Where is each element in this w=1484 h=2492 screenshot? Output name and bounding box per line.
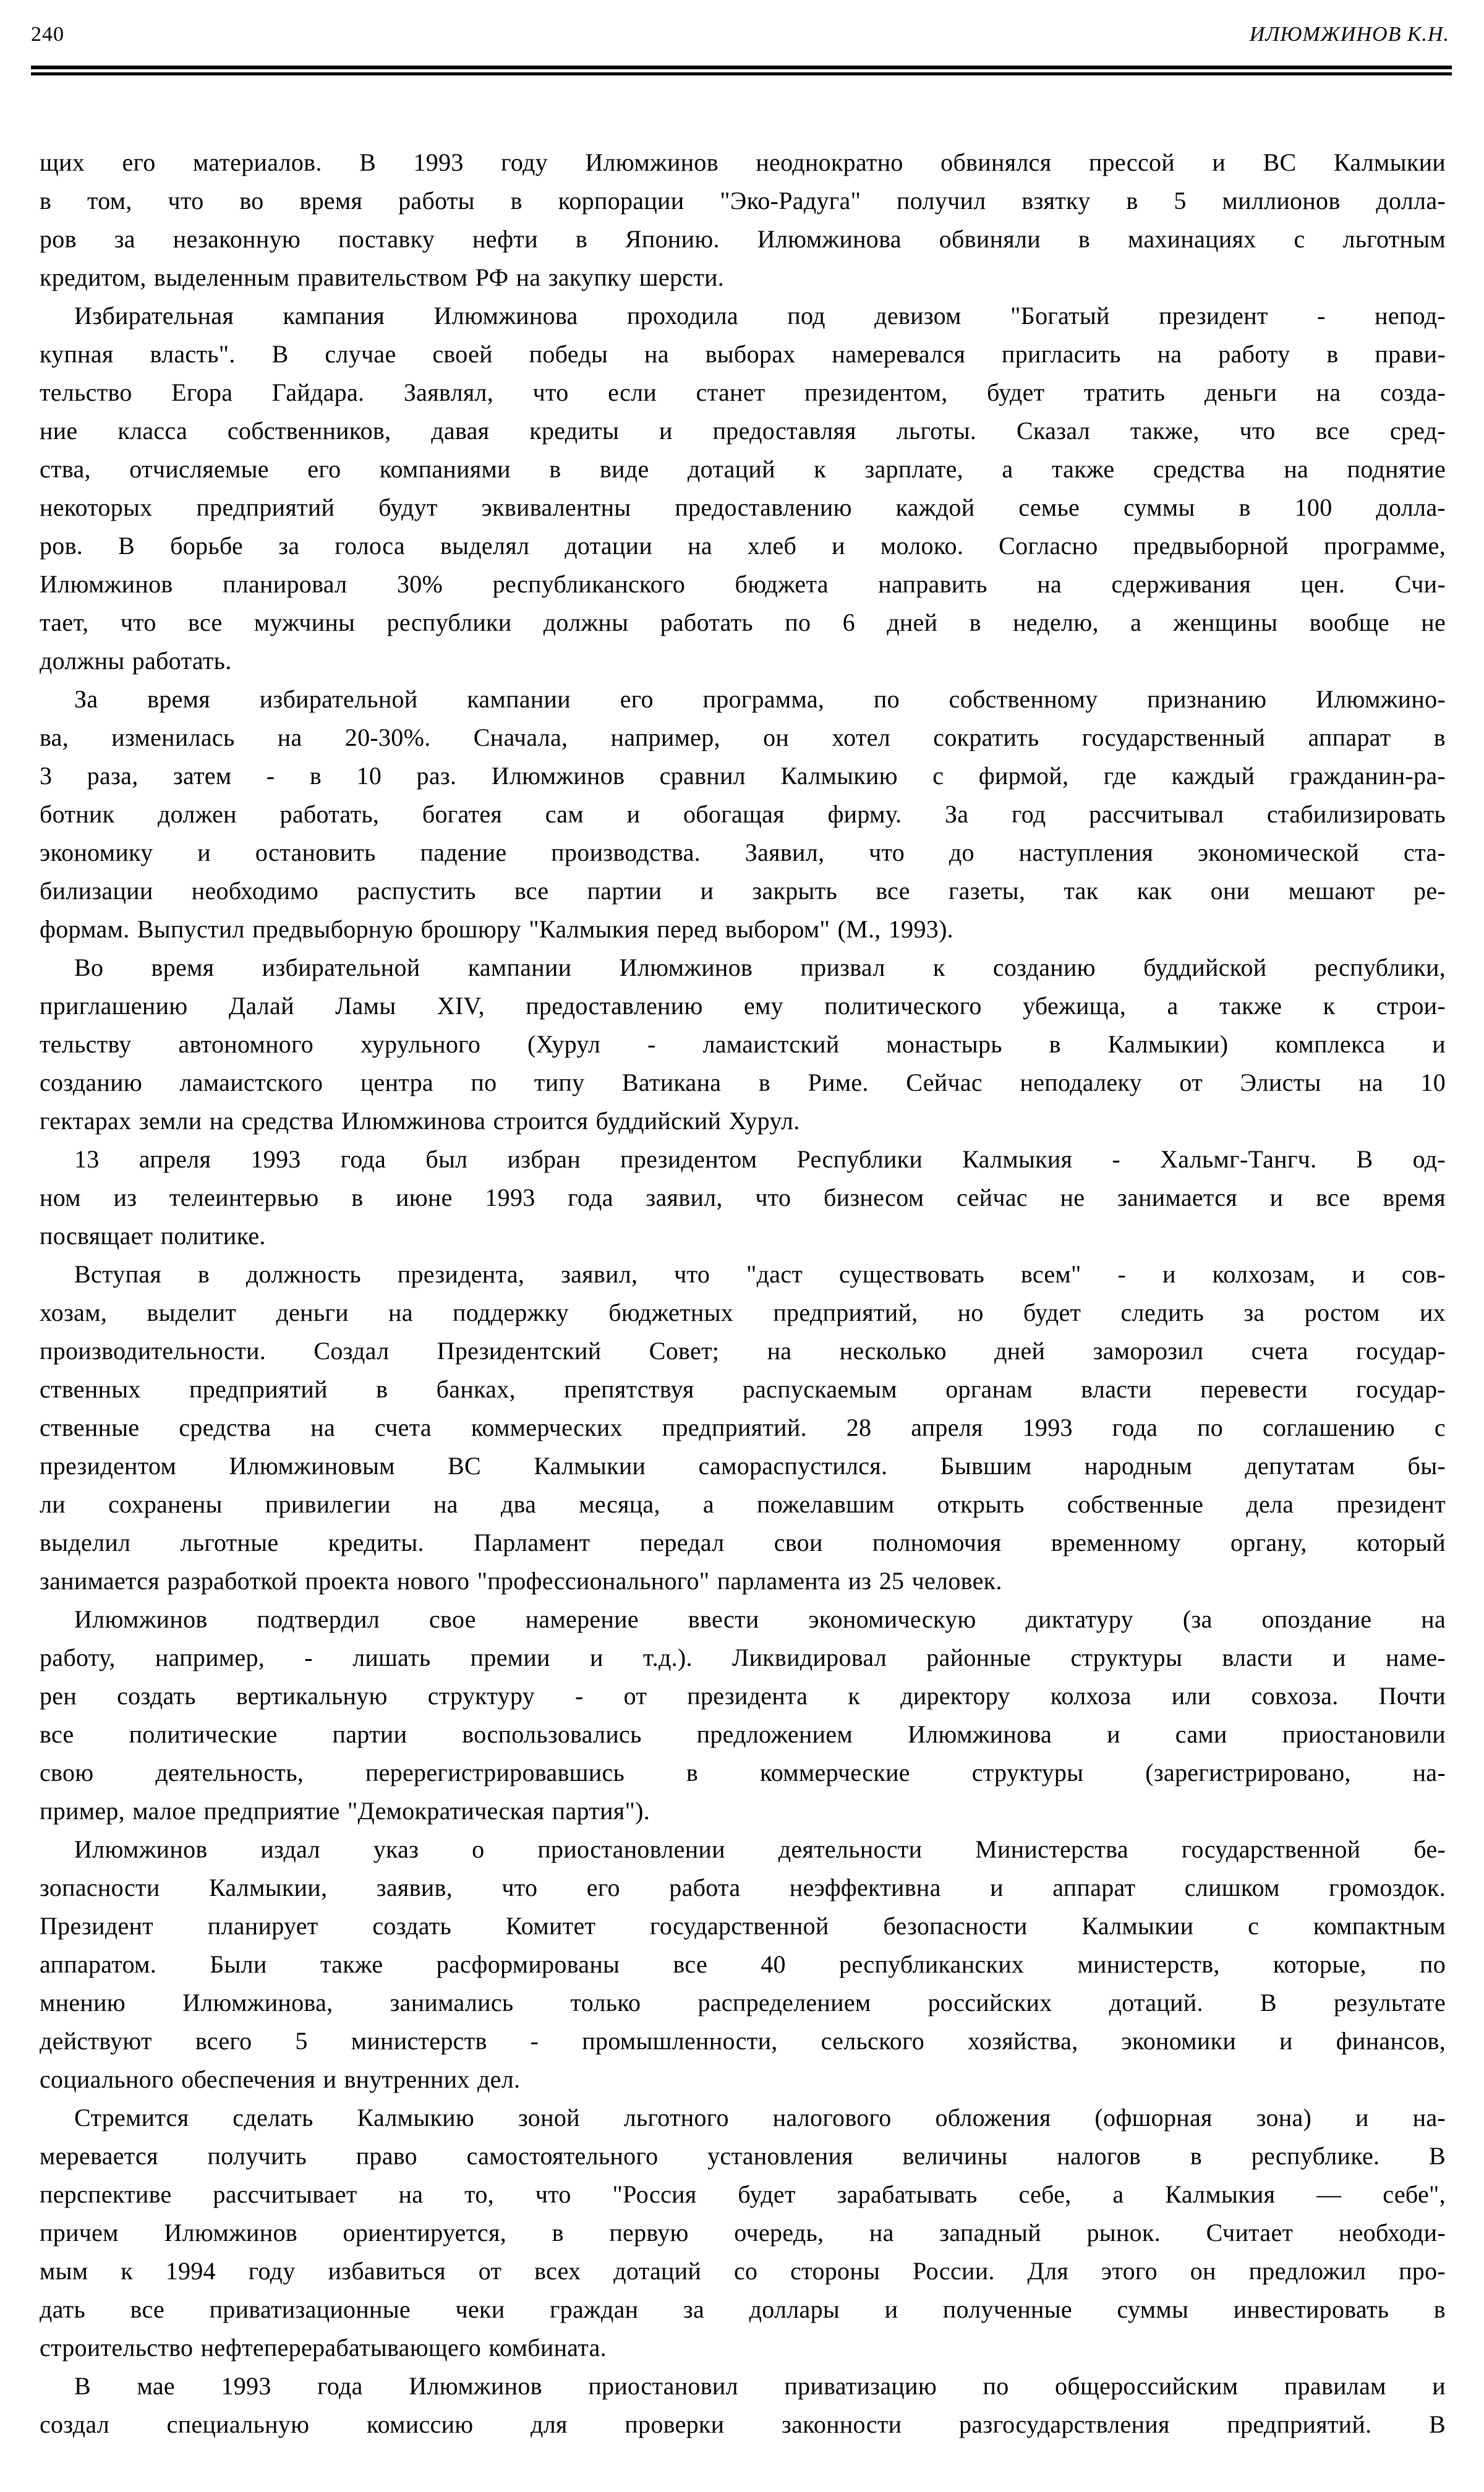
text-line: Илюмжинов планировал 30% республиканского бюджета направить на сдерживания цен. Счи- <box>40 570 1446 598</box>
text-line: ном из телеинтервью в июне 1993 года заявил, что бизнесом сейчас не занимается и все время <box>40 1184 1446 1211</box>
text-line: ственные средства на счета коммерческих предприятий. 28 апреля 1993 года по соглашению с <box>40 1414 1446 1441</box>
text-line: тает, что все мужчины республики должны работать по 6 дней в неделю, а женщины вообще не <box>40 608 1446 636</box>
paragraph <box>40 1830 1446 2099</box>
text-line: производительности. Создал Президентский Совет; на несколько дней заморозил счета государ- <box>40 1337 1446 1365</box>
text-line: в том, что во время работы в корпорации "Эко-Радуга" получил взятку в 5 миллионов долла- <box>40 187 1446 215</box>
text-line: Президент планирует создать Комитет государственной безопасности Калмыкии с компактным <box>40 1912 1446 1940</box>
text-line: ли сохранены привилегии на два месяца, а пожелавшим открыть собственные дела президент <box>40 1490 1446 1518</box>
text-line: причем Илюмжинов ориентируется, в первую очередь, на западный рынок. Считает необходи- <box>40 2219 1446 2247</box>
text-line: ственных предприятий в банках, препятствуя распускаемым органам власти перевести государ- <box>40 1375 1446 1403</box>
text-line: президентом Илюмжиновым ВС Калмыкии самораспустился. Бывшим народным депутатам бы- <box>40 1452 1446 1480</box>
text-line: Стремится сделать Калмыкию зоной льготного налогового обложения (офшорная зона) и на- <box>74 2104 1446 2131</box>
text-line: социального обеспечения и внутренних дел. <box>40 2065 521 2093</box>
page-header <box>31 22 1449 47</box>
paragraph <box>40 1600 1446 1830</box>
text-line: Вступая в должность президента, заявил, что "даст существовать всем" - и колхозам, и сов- <box>74 1260 1446 1288</box>
text-line: ва, изменилась на 20-30%. Сначала, например, он хотел сократить государственный аппарат в <box>40 723 1446 751</box>
text-line: купная власть". В случае своей победы на выборах намеревался пригласить на работу в прави- <box>40 340 1446 368</box>
page-number: 240 <box>31 23 64 46</box>
text-line: Илюмжинов издал указ о приостановлении деятельности Министерства государственной бе- <box>74 1835 1446 1863</box>
text-line: приглашению Далай Ламы XIV, предоставлению ему политического убежища, а также к строи- <box>40 992 1446 1020</box>
text-line: формам. Выпустил предвыборную брошюру "Калмыкия перед выбором" (М., 1993). <box>40 915 953 943</box>
text-line: посвящает политике. <box>40 1222 266 1250</box>
paragraph <box>40 949 1446 1140</box>
running-title: ИЛЮМЖИНОВ К.Н. <box>1249 23 1449 46</box>
text-line: пример, малое предприятие "Демократическая партия"). <box>40 1797 650 1825</box>
text-line: 13 апреля 1993 года был избран президентом Республики Калмыкия - Хальмг-Тангч. В од- <box>74 1145 1446 1173</box>
text-line: ства, отчисляемые его компаниями в виде дотаций к зарплате, а также средства на поднятие <box>40 455 1446 483</box>
paragraph <box>40 2099 1446 2367</box>
text-line: перспективе рассчитывает на то, что "Россия будет зарабатывать себе, а Калмыкия — себе", <box>40 2180 1446 2208</box>
text-line: гектарах земли на средства Илюмжинова строится буддийский Хурул. <box>40 1107 800 1135</box>
text-line: Во время избирательной кампании Илюмжинов призвал к созданию буддийской республики, <box>74 954 1446 981</box>
text-line: должны работать. <box>40 647 232 675</box>
text-line: зопасности Калмыкии, заявив, что его работа неэффективна и аппарат слишком громоздок. <box>40 1874 1446 1901</box>
paragraph <box>40 1255 1446 1600</box>
text-line: ботник должен работать, богатея сам и обогащая фирму. За год рассчитывал стабилизировать <box>40 800 1446 828</box>
text-line: кредитом, выделенным правительством РФ на закупку шерсти. <box>40 263 725 291</box>
text-line: аппаратом. Были также расформированы все 40 республиканских министерств, которые, по <box>40 1950 1446 1978</box>
paragraph <box>40 1140 1446 1255</box>
text-line: созданию ламаистского центра по типу Ватикана в Риме. Сейчас неподалеку от Элисты на 10 <box>40 1069 1446 1096</box>
paragraph <box>40 297 1446 680</box>
text-line: некоторых предприятий будут эквивалентны предоставлению каждой семье суммы в 100 долла- <box>40 493 1446 521</box>
text-line: мым к 1994 году избавиться от всех дотаций со стороны России. Для этого он предложил про- <box>40 2257 1446 2285</box>
text-line: рен создать вертикальную структуру - от президента к директору колхоза или совхоза. Почти <box>40 1682 1446 1710</box>
text-line: В мае 1993 года Илюмжинов приостановил приватизацию по общероссийским правилам и <box>74 2372 1446 2400</box>
paragraph <box>40 143 1446 297</box>
text-line: меревается получить право самостоятельного установления величины налогов в республике. В <box>40 2142 1446 2170</box>
text-line: тельству автономного хурульного (Хурул - ламаистский монастырь в Калмыкии) комплекса и <box>40 1030 1446 1058</box>
text-line: щих его материалов. В 1993 году Илюмжинов неоднократно обвинялся прессой и ВС Калмыкии <box>40 148 1446 176</box>
text-line: ние класса собственников, давая кредиты и предоставляя льготы. Сказал также, что все сред- <box>40 417 1446 445</box>
text-line: строительство нефтеперерабатывающего комбината. <box>40 2334 607 2362</box>
text-line: ров за незаконную поставку нефти в Японию. Илюмжинова обвиняли в махинациях с льготным <box>40 225 1446 253</box>
text-line: 3 раза, затем - в 10 раз. Илюмжинов сравнил Калмыкию с фирмой, где каждый гражданин-ра- <box>40 762 1446 790</box>
text-line: работу, например, - лишать премии и т.д.). Ликвидировал районные структуры власти и наме- <box>40 1644 1446 1671</box>
text-line: билизации необходимо распустить все партии и закрыть все газеты, так как они мешают ре- <box>40 877 1446 905</box>
text-line: тельство Егора Гайдара. Заявлял, что если станет президентом, будет тратить деньги на созда- <box>40 378 1446 406</box>
text-line: свою деятельность, перерегистрировавшись в коммерческие структуры (зарегистрировано, на- <box>40 1759 1446 1786</box>
text-line: За время избирательной кампании его программа, по собственному признанию Илюмжино- <box>74 685 1446 713</box>
text-line: хозам, выделит деньги на поддержку бюджетных предприятий, но будет следить за ростом их <box>40 1299 1446 1326</box>
text-line: дать все приватизационные чеки граждан за доллары и полученные суммы инвестировать в <box>40 2295 1446 2323</box>
text-line: Избирательная кампания Илюмжинова проходила под девизом "Богатый президент - непод- <box>74 302 1446 330</box>
body-text <box>40 143 1446 2444</box>
text-line: занимается разработкой проекта нового "профессионального" парламента из 25 человек. <box>40 1567 1002 1595</box>
paragraph <box>40 2367 1446 2444</box>
text-line: мнению Илюмжинова, занимались только распределением российских дотаций. В результате <box>40 1989 1446 2016</box>
text-line: Илюмжинов подтвердил свое намерение ввести экономическую диктатуру (за опоздание на <box>74 1605 1446 1633</box>
text-line: все политические партии воспользовались предложением Илюмжинова и сами приостановили <box>40 1720 1446 1748</box>
text-line: действуют всего 5 министерств - промышленности, сельского хозяйства, экономики и финансов, <box>40 2027 1446 2055</box>
text-line: экономику и остановить падение производства. Заявил, что до наступления экономической ста- <box>40 838 1446 866</box>
text-line: выделил льготные кредиты. Парламент передал свои полномочия временному органу, который <box>40 1529 1446 1556</box>
text-line: создал специальную комиссию для проверки законности разгосударствления предприятий. В <box>40 2410 1446 2438</box>
header-rule-bottom <box>31 72 1452 75</box>
header-rule-top <box>31 66 1452 69</box>
text-line: ров. В борьбе за голоса выделял дотации на хлеб и молоко. Согласно предвыборной программе, <box>40 532 1446 560</box>
paragraph <box>40 680 1446 949</box>
